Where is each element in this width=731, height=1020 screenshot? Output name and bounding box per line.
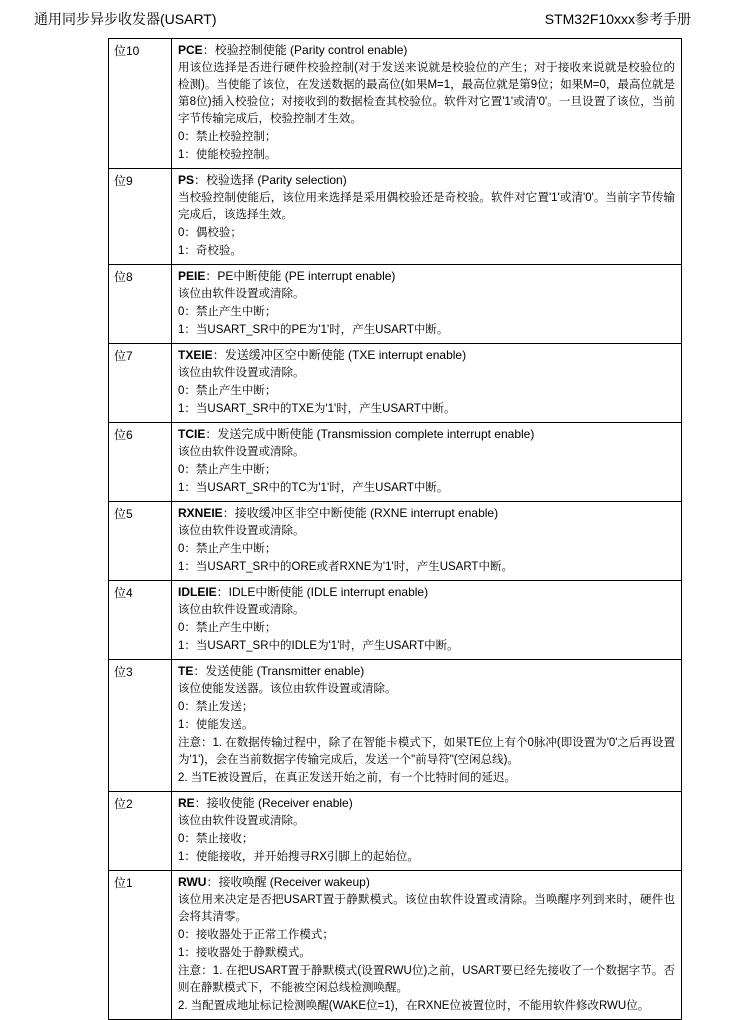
- note-line: 注意：1. 在把USART置于静默模式(设置RWU位)之前，USART要已经先接收了一个数据字节。否则在静默模式下，不能被空闲总线检测唤醒。: [178, 965, 675, 994]
- bit-title-text: ：IDLE中断使能 (IDLE interrupt enable): [216, 585, 429, 599]
- table-row-bit2: [109, 792, 682, 871]
- desc-line: 1：当USART_SR中的PE为'1'时，产生USART中断。: [178, 324, 449, 336]
- desc-line: 该位由软件设置或清除。: [178, 446, 305, 458]
- bit-title-text: ：发送完成中断使能 (Transmission complete interrupt enable): [205, 427, 535, 441]
- desc-line: 1：当USART_SR中的TXE为'1'时，产生USART中断。: [178, 403, 456, 415]
- bit-title: [178, 584, 675, 601]
- bit-description: [172, 344, 682, 423]
- desc-line: 该位由软件设置或清除。: [178, 288, 305, 300]
- table-row-bit9: [109, 169, 682, 265]
- table-row-bit4: [109, 581, 682, 660]
- desc-line: 0：禁止发送；: [178, 701, 254, 713]
- desc-line: 当校验控制使能后，该位用来选择是采用偶校验还是奇校验。软件对它置'1'或清'0'。当前字节传输完成后，该选择生效。: [178, 192, 675, 221]
- bit-description: [172, 792, 682, 871]
- page-header-manual: STM32F10xxx参考手册: [544, 11, 691, 27]
- bit-name: TE: [178, 664, 194, 678]
- bit-name: PCE: [178, 43, 203, 57]
- desc-line: 0：禁止产生中断；: [178, 622, 277, 634]
- bit-name: TCIE: [178, 427, 206, 441]
- bit-description: [172, 581, 682, 660]
- bit-name: PS: [178, 173, 195, 187]
- desc-line: 0：偶校验；: [178, 227, 242, 239]
- page-header-title: 通用同步异步收发器(USART): [34, 11, 217, 27]
- desc-line: 1：使能校验控制。: [178, 149, 277, 161]
- bit-number: 位2: [109, 792, 172, 871]
- table-row-bit3: [109, 660, 682, 792]
- desc-line: 1：当USART_SR中的TC为'1'时，产生USART中断。: [178, 482, 449, 494]
- desc-line: 1：当USART_SR中的IDLE为'1'时，产生USART中断。: [178, 640, 459, 652]
- bit-title-text: ：接收使能 (Receiver enable): [194, 796, 353, 810]
- desc-line: 该位由软件设置或清除。: [178, 815, 305, 827]
- bit-title: [178, 172, 675, 189]
- desc-line: 该位由软件设置或清除。: [178, 525, 305, 537]
- bit-description: [172, 265, 682, 344]
- desc-line: 0：禁止产生中断；: [178, 306, 277, 318]
- bit-title: [178, 505, 675, 522]
- bit-description: [172, 169, 682, 265]
- desc-line: 0：禁止产生中断；: [178, 385, 277, 397]
- bit-number: 位8: [109, 265, 172, 344]
- bit-title-text: ：校验控制使能 (Parity control enable): [202, 43, 408, 57]
- bit-title-text: ：接收唤醒 (Receiver wakeup): [206, 875, 370, 889]
- table-row-bit8: [109, 265, 682, 344]
- bit-title-text: ：接收缓冲区非空中断使能 (RXNE interrupt enable): [222, 506, 499, 520]
- bit-name: RWU: [178, 875, 207, 889]
- bit-number: 位3: [109, 660, 172, 792]
- desc-line: 1：接收器处于静默模式。: [178, 947, 311, 959]
- bit-name: RE: [178, 796, 195, 810]
- bit-title: [178, 426, 675, 443]
- desc-line: 0：接收器处于正常工作模式；: [178, 929, 334, 941]
- desc-line: 0：禁止接收；: [178, 833, 254, 845]
- bit-description: [172, 423, 682, 502]
- bit-title-text: ：发送使能 (Transmitter enable): [193, 664, 365, 678]
- table-row-bit7: [109, 344, 682, 423]
- bit-number: 位7: [109, 344, 172, 423]
- bit-name: PEIE: [178, 269, 206, 283]
- table-row-bit5: [109, 502, 682, 581]
- bit-title-text: ：校验选择 (Parity selection): [194, 173, 347, 187]
- bit-title: [178, 663, 675, 680]
- desc-line: 1：当USART_SR中的ORE或者RXNE为'1'时，产生USART中断。: [178, 561, 513, 573]
- note-line: 2. 当TE被设置后，在真正发送开始之前，有一个比特时间的延迟。: [178, 772, 516, 784]
- bit-description: [172, 660, 682, 792]
- desc-line: 1：奇校验。: [178, 245, 242, 257]
- desc-line: 用该位选择是否进行硬件校验控制(对于发送来说就是校验位的产生；对于接收来说就是校验位的检测)。当使能了该位，在发送数据的最高位(如果M=1，最高位就是第9位；如果M=0，最高位就是第8位)插入校验位；对接收到的数据检查其校验位。软件对它置'1'或清'0'。一旦设置了该位，当前字节传输完成后，校验控制才生效。: [178, 62, 675, 125]
- bit-title: [178, 874, 675, 891]
- table-row-bit10: [109, 39, 682, 169]
- bit-title-text: ：发送缓冲区空中断使能 (TXE interrupt enable): [212, 348, 467, 362]
- desc-line: 1：使能发送。: [178, 719, 254, 731]
- bit-name: TXEIE: [178, 348, 213, 362]
- bit-title-text: ：PE中断使能 (PE interrupt enable): [205, 269, 396, 283]
- bit-title: [178, 347, 675, 364]
- desc-line: 0：禁止产生中断；: [178, 464, 277, 476]
- bit-number: 位9: [109, 169, 172, 265]
- desc-line: 该位由软件设置或清除。: [178, 604, 305, 616]
- bit-number: 位5: [109, 502, 172, 581]
- bit-title: [178, 795, 675, 812]
- bit-number: 位6: [109, 423, 172, 502]
- bit-number: 位4: [109, 581, 172, 660]
- bit-description: [172, 502, 682, 581]
- table-row-bit1: [109, 871, 682, 1020]
- desc-line: 0：禁止校验控制；: [178, 131, 277, 143]
- bit-name: IDLEIE: [178, 585, 217, 599]
- bit-number: 位10: [109, 39, 172, 169]
- desc-line: 该位用来决定是否把USART置于静默模式。该位由软件设置或清除。当唤醒序列到来时，硬件也会将其清零。: [178, 894, 675, 923]
- register-bit-table: [108, 38, 682, 1020]
- desc-line: 1：使能接收，并开始搜寻RX引脚上的起始位。: [178, 851, 419, 863]
- bit-number: 位1: [109, 871, 172, 1020]
- note-line: 2. 当配置成地址标记检测唤醒(WAKE位=1)，在RXNE位被置位时，不能用软件修改RWU位。: [178, 1000, 650, 1012]
- note-line: 注意：1. 在数据传输过程中，除了在智能卡模式下，如果TE位上有个0脉冲(即设置为'0'之后再设置为'1')，会在当前数据字传输完成后，发送一个"前导符"(空闲总线)。: [178, 737, 675, 766]
- bit-name: RXNEIE: [178, 506, 223, 520]
- desc-line: 该位使能发送器。该位由软件设置或清除。: [178, 683, 397, 695]
- desc-line: 该位由软件设置或清除。: [178, 367, 305, 379]
- bit-title: [178, 268, 675, 285]
- desc-line: 0：禁止产生中断；: [178, 543, 277, 555]
- bit-description: [172, 871, 682, 1020]
- bit-description: [172, 39, 682, 169]
- bit-title: [178, 42, 675, 59]
- table-row-bit6: [109, 423, 682, 502]
